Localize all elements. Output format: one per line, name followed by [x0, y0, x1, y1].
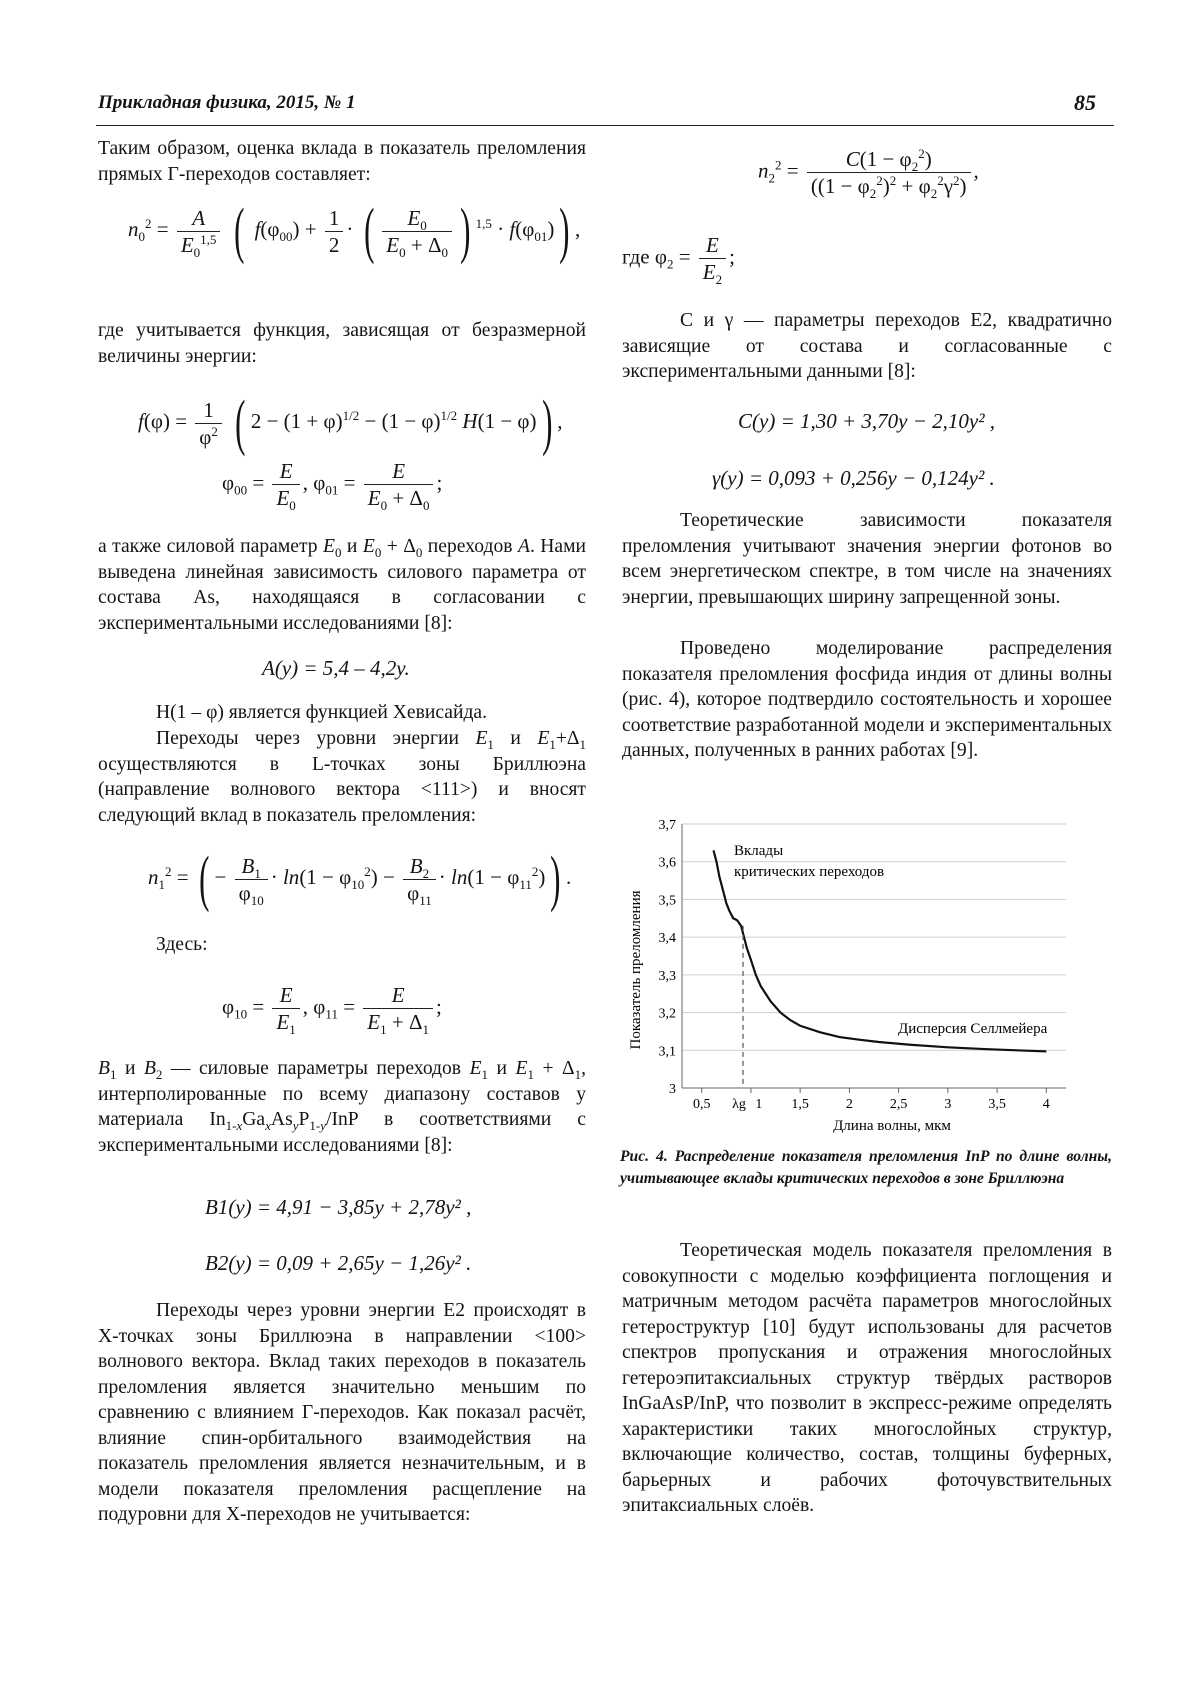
eq-gamma: γ(y) = 0,093 + 0,256y − 0,124y² . [712, 466, 995, 490]
eq-n2: $n_2^2$ = $\frac{C(1 - \varphi_2^2)}{((1 - \varphi_2^2)^2 + \varphi_2^2\gamma^2)}$ , [758, 146, 979, 202]
y-tick-label: 3,2 [658, 1006, 676, 1022]
x-tick-label: 4 [1042, 1097, 1050, 1112]
figure-caption: Рис. 4. Распределение показателя преломления InP по длине волны, учитывающее вклады критических переходов в зоне Бриллюэна [620, 1148, 1112, 1187]
y-tick-label: 3,1 [658, 1044, 676, 1060]
lambda-g-label: λg [732, 1097, 746, 1112]
eq-phi10: $\varphi_{10}$ = $\frac{E}{E_1}$ , $\varphi_{11}$ = $\frac{E}{E_1 + \Delta_1}$ ; [222, 983, 442, 1038]
right-p4: Теоретическая модель показателя преломления в совокупности с моделью коэффициента поглощения и матричным методом расчёта параметров многослойных гетероструктур [10] будут использованы для расчетов спектров пропускания и отражения многослойных гетероэпитаксиальных структур твёрдых растворов InGaAsP/InP, что позволит в экспресс-режиме определять характеристики таких многослойных структур, включающие количество, состав, толщины буферных, барьерных и рабочих фоточувствительных эпитаксиальных слоёв. [622, 1240, 1112, 1516]
x-tick-label: 1,5 [791, 1097, 809, 1112]
x-axis-label: Длина волны, мкм [833, 1118, 951, 1134]
eq-phi00: $\varphi_{00}$ = $\frac{E}{E_0}$ , $\varphi_{01}$ = $\frac{E}{E_0 + \Delta_0}$ ; [222, 459, 443, 514]
left-p3: а также силовой параметр $E_0$ и $E_0 + \Delta_0$ переходов A. Нами выведена линейная зависимость силового параметра от состава As, находящаяся в согласовании с экспериментальными исследованиями [8]: [98, 536, 587, 634]
left-p4: H(1 – φ) является функцией Хевисайда. [156, 702, 488, 723]
left-p7: $B_1$ и $B_2$ — силовые параметры переходов $E_1$ и $E_1 + \Delta_1$, интерполированные по всему диапазону составов у материала $In_{1-x}Ga_xAs_yP_{1-y}$/InP в соответствиями с экспериментальными исследованиями [8]: [98, 1058, 586, 1156]
annotation-contrib-1: Вклады [734, 843, 784, 859]
journal-header: Прикладная физика, 2015, № 1 [98, 92, 356, 113]
left-p1: Таким образом, оценка вклада в показатель преломления прямых Г-переходов составляет: [98, 138, 586, 185]
right-p1: C и γ — параметры переходов E2, квадратично зависящие от состава и согласованные с экспериментальными данными [8]: [622, 310, 1112, 382]
y-tick-label: 3,4 [658, 931, 676, 947]
eq-n1: $n_1^2$ = ( − $\frac{B_1}{\varphi_{10}}$ · $\ln(1 - \varphi_{10}^2)$ − $\frac{B_2}{\varphi_{11}}$ · $\ln(1 - \varphi_{11}^2)$) . [148, 845, 572, 913]
annotation-sellmeier: Дисперсия Селлмейера [898, 1021, 1048, 1037]
y-tick-label: 3,6 [658, 855, 676, 871]
eq-f-phi: f(φ) = $\frac{1}{\varphi^2}$ ( $2 - (1 + \varphi)^{1/2} - (1 - \varphi)^{1/2}$ H(1 − φ)) , [138, 389, 563, 457]
eq-A: A(y) = 5,4 – 4,2y. [262, 656, 410, 680]
right-p3: Проведено моделирование распределения показателя преломления фосфида индия от длины волны (рис. 4), которое подтвердило состоятельность и хорошее соответствие разработанной модели и экспериментальных данных, полученных в ранних работах [9]. [622, 638, 1112, 761]
x-tick-label: 3,5 [988, 1097, 1006, 1112]
left-p8: Переходы через уровни энергии E2 происходят в X-точках зоны Бриллюэна в направлении <100> волнового вектора. Вклад таких переходов в показатель преломления является значительно меньшим по сравнению с влиянием Г-переходов. Как показал расчёт, влияние спин-орбитального взаимодействия на показатель преломления является незначительным, и в модели показателя преломления расщепление на подуровни для X-переходов не учитывается: [98, 1300, 586, 1525]
annotation-contrib-2: критических переходов [734, 864, 885, 880]
header-rule [96, 125, 1114, 126]
left-p6: Здесь: [156, 934, 208, 955]
eq-phi2: где $\varphi_2$ = $\frac{E}{E_2}$ ; [622, 233, 735, 288]
y-tick-label: 3,5 [658, 893, 676, 909]
right-p2: Теоретические зависимости показателя преломления учитывают значения энергии фотонов во всем энергетическом спектре, в том числе на значениях энергии, превышающих ширину запрещенной зоны. [622, 510, 1112, 608]
y-axis-label: Показатель преломления [628, 890, 644, 1050]
eq-C: C(y) = 1,30 + 3,70y − 2,10y² , [738, 409, 996, 433]
x-tick-label: 0,5 [692, 1097, 711, 1112]
left-p2: где учитывается функция, зависящая от безразмерной величины энергии: [98, 320, 586, 367]
x-tick-label: 3 [944, 1097, 952, 1112]
y-tick-label: 3,3 [658, 968, 676, 984]
eq-B1: B1(y) = 4,91 − 3,85y + 2,78y² , [205, 1195, 472, 1219]
eq-n0: $n_0^2$ = $\frac{A}{E_0^{1,5}}$ ( $f(\varphi_{00})$ + $\frac{1}{2}$ · ( $\frac{E_0}{E_0 + \Delta_0}$ ) $^{1,5} \cdot f(\varphi_{01})$) , [128, 197, 581, 265]
eq-B2: B2(y) = 0,09 + 2,65y − 1,26y² . [205, 1251, 472, 1275]
x-tick-label: 2 [845, 1097, 853, 1112]
refractive-index-chart [620, 810, 1114, 1135]
y-tick-label: 3 [669, 1082, 676, 1097]
x-tick-label: 2,5 [889, 1097, 908, 1112]
y-tick-label: 3,7 [658, 818, 676, 833]
page-number: 85 [1074, 90, 1096, 115]
left-p5: Переходы через уровни энергии $E_1$ и $E_1+\Delta_1$ осуществляются в L-точках зоны Бриллюэна (направление волнового вектора <111>) и вносят следующий вклад в показатель преломления: [98, 728, 586, 826]
x-tick-label: 1 [755, 1097, 763, 1112]
